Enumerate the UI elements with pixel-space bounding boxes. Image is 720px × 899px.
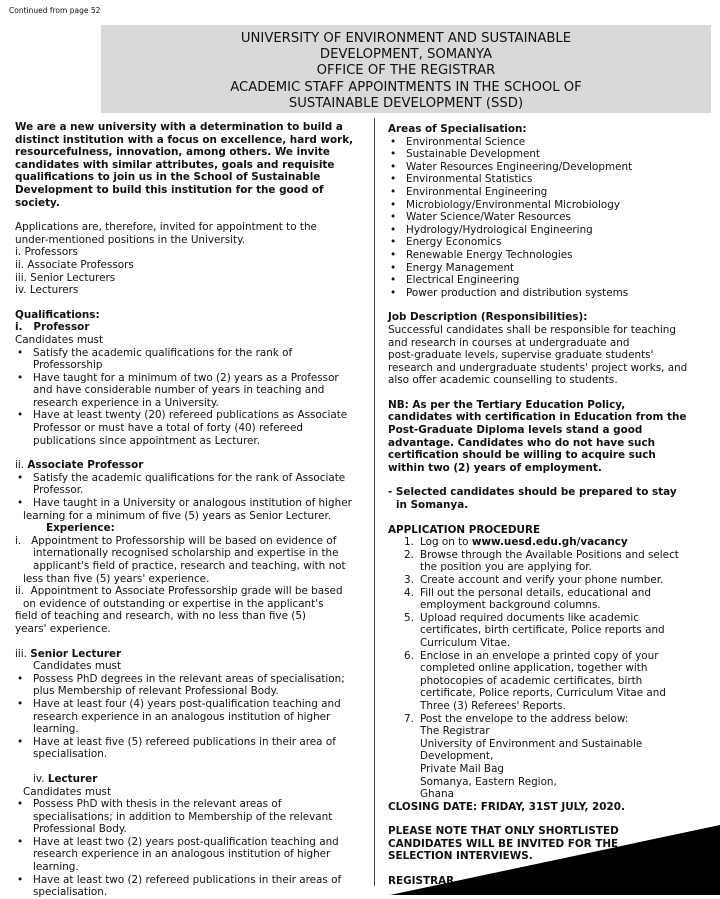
text-line: Professor. [33,484,84,497]
list-item: • Microbiology/Environmental Microbiology [388,199,710,212]
list-item: • Water Resources Engineering/Development [388,161,710,174]
experience-title: Experience: [46,522,115,535]
intro-line: society. [15,196,60,209]
text-line: i. Appointment to Professorship will be based on evidence of [15,534,337,547]
text-line: Professor or must have a total of forty (40) refereed [33,422,303,435]
job-paragraph [388,324,710,387]
text-line: advantage. Candidates who do not have such [388,436,656,449]
text-line: learning. [33,723,79,736]
professor-list [15,347,367,448]
procedure-steps [388,536,710,800]
intro-line: qualifications to join us in the School of Sustainable [15,171,321,184]
text-line: Post-Graduate Diploma levels stand a good [388,424,643,437]
text-line: certification should be willing to acquire such [388,449,656,462]
list-item: • Hydrology/Hydrological Engineering [388,224,710,237]
list-item: • Electrical Engineering [388,274,710,287]
areas-list [388,136,710,300]
list-item [15,874,367,899]
selected-note [388,486,710,511]
text-line: Browse through the Available Positions and select [420,548,679,561]
vacancy-link[interactable]: www.uesd.edu.gh/vacancy [471,536,628,549]
text-line: field of teaching and research, with no less than five (5) [15,610,306,623]
registrar-signoff: REGISTRAR [388,875,455,888]
text-line: research experience in an analogous institution of higher [33,848,331,861]
lecturer-heading [15,773,367,786]
list-item: • Energy Economics [388,236,710,249]
text-line: employment background columns. [420,599,601,612]
text-line: research and undergraduate students' project works, and [388,361,688,374]
text-line: ii. Appointment to Associate Professorship grade will be based [15,585,343,598]
intro-line: We are a new university with a determination to build a [15,121,343,133]
text-line: specialisation. [33,886,108,899]
header-line: OFFICE OF THE REGISTRAR [316,63,496,79]
text-line: • Have at least two (2) refereed publications in their areas of [33,873,342,886]
continued-note: Continued from page 52 [9,6,101,15]
list-item [15,836,367,874]
corner-decoration [390,825,720,895]
applications-paragraph [15,221,367,297]
procedure-step [388,536,710,549]
text-line: publications since appointment as Lecturer. [33,434,260,447]
text-line: specialisations; in addition to Membership of the relevant [33,810,333,823]
senior-list [15,673,367,761]
column-divider [374,118,375,886]
qualifications-title: Qualifications: [15,308,100,321]
address-line: Development, [420,750,494,763]
text-line: SELECTION INTERVIEWS. [388,850,533,863]
text-line: • Have at least two (2) years post-qualification teaching and [33,835,339,848]
text-line: Post the envelope to the address below: [420,712,629,725]
address-line: The Registrar [420,725,490,738]
list-item [15,472,367,497]
list-item: • Environmental Statistics [388,173,710,186]
text-line: specialisation. [33,748,108,761]
associate-heading [15,459,367,472]
list-item: • Sustainable Development [388,148,710,161]
step-number: 2. [404,548,414,561]
professor-must: Candidates must [15,333,104,346]
page-header [101,25,711,113]
text-line: Upload required documents like academic [420,611,639,624]
senior-title: Senior Lecturer [30,647,122,660]
lecturer-list [15,798,367,899]
text-line: the position you are applying for. [420,561,592,574]
text-line: under-mentioned positions in the University. [15,233,246,246]
address-line: Private Mail Bag [420,762,505,775]
procedure-step [388,650,710,713]
list-item: • Energy Management [388,262,710,275]
list-item [15,347,367,372]
experience-ii [15,585,367,635]
list-item [15,497,367,510]
text-line: certificates, birth certificate, Police reports and [420,624,665,637]
intro-line: Development to build this institution for the good of [15,183,324,196]
step-number: 1. [404,536,414,549]
associate-title: Associate Professor [27,459,144,472]
intro-line: resourcefulness, innovation, among others. We invite [15,146,330,159]
senior-must: Candidates must [33,660,122,673]
text-line: • Possess PhD degrees in the relevant areas of specialisation; [33,672,345,685]
step-number: 4. [404,586,414,599]
text-line: Professional Body. [33,823,127,836]
text-line: on evidence of outstanding or expertise in the applicant's [23,597,324,610]
text-line: learning for a minimum of five (5) years as Senior Lecturer. [23,509,332,522]
list-item [15,409,367,447]
position-item: iv. Lecturers [15,284,79,297]
address-line: University of Environment and Sustainable [420,737,643,750]
senior-heading [15,648,367,661]
right-column [388,123,710,888]
list-item [15,698,367,736]
list-item [15,798,367,836]
header-line: SUSTAINABLE DEVELOPMENT (SSD) [288,95,524,111]
list-item [15,673,367,698]
text-line: • Satisfy the academic qualifications for the rank of Associate [33,471,346,484]
text-line: and research in courses at undergraduate and [388,336,630,349]
section-number: iv. [33,772,48,785]
text-line: • Have at least twenty (20) refereed publications as Associate [33,409,348,422]
text-line: and have considerable number of years in teaching and [33,384,325,397]
text-line: • Have taught in a University or analogous institution of higher [33,497,352,510]
text-line: completed online application, together with [420,662,648,675]
header-line: DEVELOPMENT, SOMANYA [319,47,493,63]
text-line: • Possess PhD with thesis in the relevant areas of [33,798,282,811]
procedure-step [388,574,710,587]
list-item: • Power production and distribution systems [388,287,710,300]
procedure-step [388,713,710,801]
text-line: Successful candidates shall be responsible for teaching [388,323,676,336]
text-line: in Somanya. [396,499,469,512]
text-line: • Have at least five (5) refereed publications in their area of [33,735,336,748]
list-item [15,372,367,410]
text-line: Applications are, therefore, invited for appointment to the [15,221,317,234]
list-item: • Environmental Engineering [388,186,710,199]
text-line: Professorship [33,359,103,372]
list-item [15,736,367,761]
text-line: plus Membership of relevant Professional Body. [33,685,279,698]
section-number: ii. [15,459,28,472]
lecturer-must: Candidates must [23,785,112,798]
text-line: learning. [33,861,79,874]
text-line: - Selected candidates should be prepared to stay [388,486,677,499]
closing-date: CLOSING DATE: FRIDAY, 31ST JULY, 2020. [388,800,625,813]
text-line: candidates with certification in Education from the [388,411,687,424]
areas-title: Areas of Specialisation: [388,123,527,135]
position-item: iii. Senior Lecturers [15,271,116,284]
text-line: • Have taught for a minimum of two (2) years as a Professor [33,371,339,384]
text-line: research experience in a University. [33,396,219,409]
text-line: Enclose in an envelope a printed copy of your [420,649,659,662]
position-item: i. Professors [15,246,78,259]
text-line: PLEASE NOTE THAT ONLY SHORTLISTED [388,825,619,838]
text-line: less than five (5) years' experience. [23,572,210,585]
text-line: within two (2) years of employment. [388,461,602,474]
text-line: photocopies of academic certificates, birth [420,674,643,687]
procedure-title: APPLICATION PROCEDURE [388,523,541,536]
text-line: Fill out the personal details, educational and [420,586,651,599]
text-line: NB: As per the Tertiary Education Policy, [388,398,626,411]
address-line: Ghana [420,788,454,801]
text-line: • Satisfy the academic qualifications for the rank of [33,346,293,359]
left-column [15,121,367,899]
intro-line: candidates with similar attributes, goals and requisite [15,158,335,171]
text-line: Create account and verify your phone number. [420,574,664,586]
text-line: certificate, Police reports, Curriculum Vitae and [420,687,666,700]
text-line: post-graduate levels, supervise graduate students' [388,349,654,362]
professor-title: i. Professor [15,321,90,334]
text-line: applicant's field of practice, research and teaching, with not [33,560,346,572]
text-line: internationally recognised scholarship and expertise in the [33,547,339,560]
procedure-step [388,587,710,612]
lecturer-title: Lecturer [47,772,98,785]
step-number: 7. [404,712,414,725]
text-line: years' experience. [15,622,111,635]
text-line: Log on to [420,536,472,549]
job-title: Job Description (Responsibilities): [388,311,588,324]
text-line: Curriculum Vitae. [420,636,511,649]
section-number: iii. [15,647,31,660]
experience-i [15,535,367,585]
step-number: 6. [404,649,414,662]
header-line: UNIVERSITY OF ENVIRONMENT AND SUSTAINABLE [240,31,572,46]
header-line: ACADEMIC STAFF APPOINTMENTS IN THE SCHOOL OF [230,79,582,95]
address-line: Somanya, Eastern Region, [420,775,557,788]
text-line: CANDIDATES WILL BE INVITED FOR THE [388,837,619,850]
position-item: ii. Associate Professors [15,258,134,271]
procedure-step [388,549,710,574]
list-item: • Renewable Energy Technologies [388,249,710,262]
nb-paragraph [388,399,710,475]
intro-paragraph [15,121,367,209]
list-item: • Environmental Science [388,136,710,149]
text-line: also offer academic counselling to students. [388,374,618,387]
step-number: 3. [404,574,414,586]
text-line: research experience in an analogous institution of higher [33,710,331,723]
text-line: • Have at least four (4) years post-qualification teaching and [33,697,341,710]
list-item: • Water Science/Water Resources [388,211,710,224]
intro-line: distinct institution with a focus on excellence, hard work, [15,133,354,146]
text-line: Three (3) Referees' Reports. [420,699,566,712]
step-number: 5. [404,611,414,624]
procedure-step [388,612,710,650]
associate-list [15,472,367,510]
